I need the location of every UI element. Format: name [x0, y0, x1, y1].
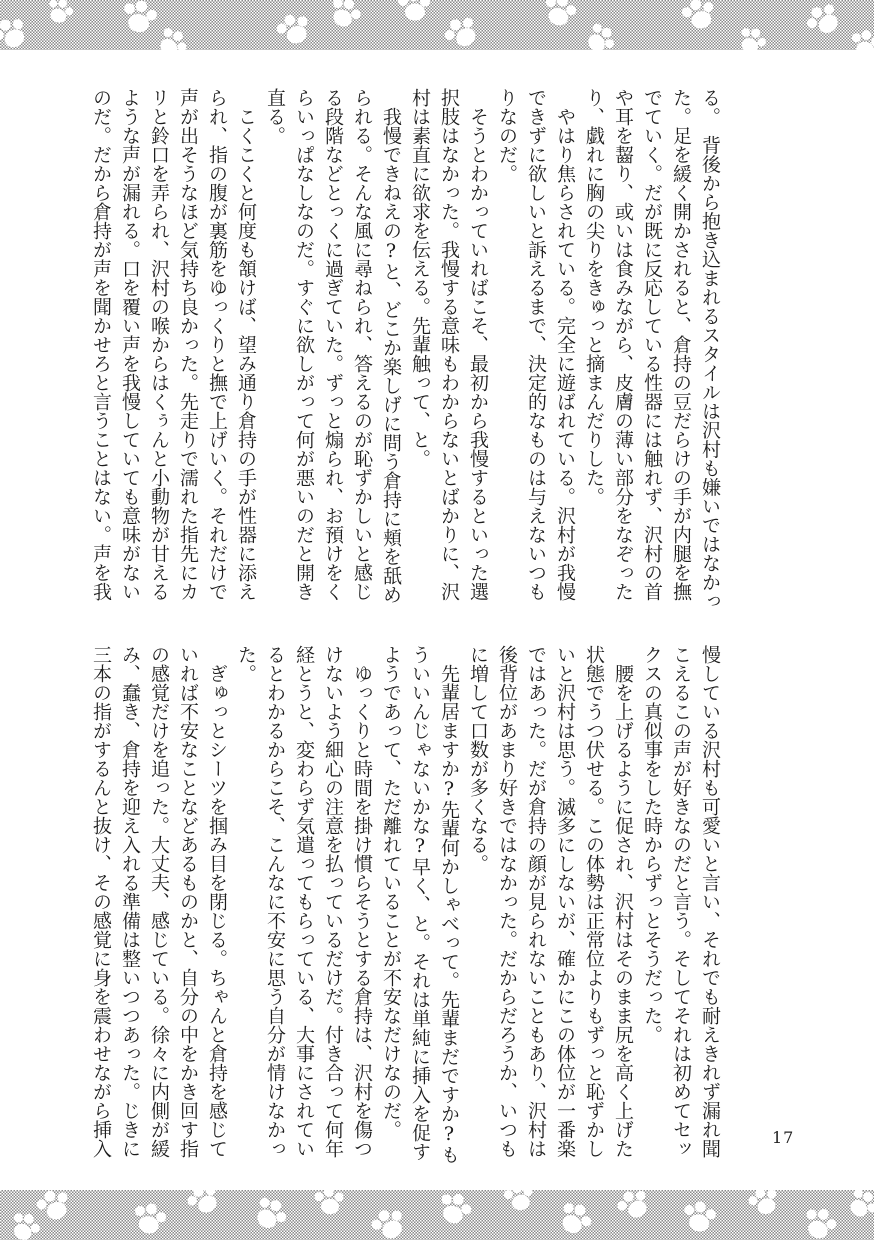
- paw-print-icon: [0, 12, 32, 50]
- text-column: こえるこの声が好きなのだと言う。そしてそれは初めてセッ: [670, 645, 692, 1158]
- paw-print-icon: [434, 1190, 476, 1229]
- text-column: に増して口数が多くなる。: [467, 645, 489, 873]
- text-column: 後背位があまり好きではなかった。だからだろうか、いつも: [496, 645, 518, 1158]
- text-column: そうとわかっていればこそ、最初から我慢するといった選: [467, 88, 489, 601]
- paw-print-icon: [273, 9, 313, 48]
- text-column: リと鈴口を弄られ、沢村の喉からはくぅんと小動物が甘える: [148, 88, 170, 601]
- text-column: られる。そんな風に尋ねられ、答えるのが恥ずかしいと感じ: [351, 88, 373, 601]
- paw-print-icon: [843, 1190, 874, 1223]
- paw-print-icon: [183, 1190, 224, 1219]
- text-column: ぎゅっとシーツを掴み目を閉じる。ちゃんと倉持を感じて: [206, 645, 228, 1158]
- paw-print-icon: [581, 19, 620, 50]
- page-number: 17: [772, 1128, 795, 1147]
- text-column: 三本の指がするんと抜け、その感覚に身を震わせながら挿入: [90, 645, 112, 1158]
- text-column: 先輩居ますか?先輩何かしゃべって。先輩まだですか?も: [438, 645, 460, 1164]
- text-column: ゆっくりと時間を掛け慣らそうとする倉持は、沢村を傷つ: [351, 645, 373, 1158]
- paw-print-pattern: [0, 1190, 874, 1240]
- text-column: いと沢村は思う。滅多にしないが、確かにこの体位が一番楽: [554, 645, 576, 1158]
- text-column: いれば不安なことなどあるものかと、自分の中をかき回す指: [177, 645, 199, 1158]
- paw-print-icon: [248, 1192, 292, 1235]
- text-column: らいっぱなしなのだ。すぐに欲しがって何が悪いのだと開き: [293, 88, 315, 601]
- text-column: けないよう細心の注意を払っているだけだ。付き合って何年: [322, 645, 344, 1158]
- paw-print-icon: [746, 1190, 782, 1219]
- paw-print-icon: [130, 1200, 169, 1237]
- paw-print-pattern: [0, 0, 874, 50]
- text-column: りなのだ。: [496, 88, 518, 183]
- text-column: 直る。: [264, 88, 286, 145]
- paw-print-icon: [43, 0, 76, 27]
- paw-print-icon: [681, 1199, 718, 1234]
- text-column: こくこくと何度も頷けば、望み通り倉持の手が性器に添え: [235, 88, 257, 601]
- paw-border-top: [0, 0, 874, 50]
- paw-print-icon: [440, 11, 483, 50]
- text-column: る段階などとっくに過ぎていた。ずっと煽られ、お預けをく: [322, 88, 344, 601]
- text-column: み、蠢き、倉持を迎え入れる準備は整いつつあった。じきに: [119, 645, 141, 1158]
- text-column: 択肢はなかった。我慢する意味もわからないとばかりに、沢: [438, 88, 460, 601]
- text-column: の感覚だけを追った。大丈夫、感じている。徐々に内側が緩: [148, 645, 170, 1158]
- top-text-block: [86, 88, 724, 611]
- paw-print-icon: [6, 1208, 44, 1240]
- paw-print-icon: [325, 0, 366, 32]
- paw-print-icon: [734, 23, 770, 50]
- text-column: でていく。だが既に反応している性器には触れず、沢村の首: [641, 88, 663, 601]
- paw-print-icon: [849, 28, 874, 50]
- paw-print-icon: [801, 0, 845, 41]
- text-column: ではあった。だが倉持の顔が見られないこともあり、沢村は: [525, 645, 547, 1158]
- text-column: 状態でうつ伏せる。この体勢は正常位よりもずっと恥ずかし: [583, 645, 605, 1158]
- text-column: のだ。だから倉持が声を聞かせろと言うことはない。声を我: [90, 88, 112, 601]
- paw-print-icon: [368, 1204, 410, 1240]
- text-column: る。 背後から抱き込まれるスタイルは沢村も嫌いではなかっ: [699, 88, 721, 611]
- text-column: 腰を上げるように促され、沢村はそのまま尻を高く上げた: [612, 645, 634, 1158]
- paw-print-icon: [613, 1190, 654, 1224]
- text-column: た。: [235, 645, 257, 683]
- paw-print-icon: [153, 23, 192, 50]
- text-column: 村は素直に欲求を伝える。先輩触って、と。: [409, 88, 431, 468]
- paw-print-icon: [33, 1190, 73, 1225]
- text-column: るとわかるからこそ、こんなに不安に思う自分が情けなかっ: [264, 645, 286, 1158]
- text-column: 我慢できねえの?と、どこか楽しげに問う倉持に頬を舐め: [380, 88, 402, 604]
- text-column: 慢している沢村も可愛いと言い、それでも耐えきれず漏れ聞: [699, 645, 721, 1158]
- text-column: できずに欲しいと訴えるまで、決定的なものは与えないつも: [525, 88, 547, 601]
- text-column: 声が出そうなほど気持ち良かった。先走りで濡れた指先にカ: [177, 88, 199, 601]
- paw-print-icon: [799, 1203, 841, 1240]
- text-column: 経とうと、変わらず気遣ってもらっている、大事にされてい: [293, 645, 315, 1158]
- text-column: ような声が漏れる。口を覆い声を我慢していても意味がない: [119, 88, 141, 601]
- text-column: クスの真似事をした時からずっとそうだった。: [641, 645, 663, 1044]
- paw-print-icon: [553, 1197, 596, 1240]
- text-column: や耳を齧り、或いは食みながら、皮膚の薄い部分をなぞった: [612, 88, 634, 601]
- paw-print-icon: [315, 1190, 344, 1214]
- paw-print-icon: [539, 0, 579, 30]
- text-column: た。足を緩く開かされると、倉持の豆だらけの手が内腿を撫: [670, 88, 692, 601]
- paw-print-icon: [119, 0, 160, 36]
- text-column: り、戯れに胸の尖りをきゅっと摘まんだりした。: [583, 88, 605, 506]
- text-column: やはり焦らされている。完全に遊ばれている。沢村が我慢: [554, 88, 576, 601]
- text-column: ようであって、ただ離れていることが不安なだけなのだ。: [380, 645, 402, 1139]
- paw-print-icon: [398, 0, 430, 21]
- paw-print-icon: [679, 0, 718, 32]
- text-column: ういいんじゃないかな?早く、と。それは単純に挿入を促す: [409, 645, 431, 1161]
- paw-border-bottom: [0, 1190, 874, 1240]
- bottom-text-block: [86, 645, 724, 1165]
- paw-print-icon: [502, 1190, 535, 1213]
- text-column: られ、指の腹が裏筋をゆっくりと撫で上げいく。それだけで: [206, 88, 228, 601]
